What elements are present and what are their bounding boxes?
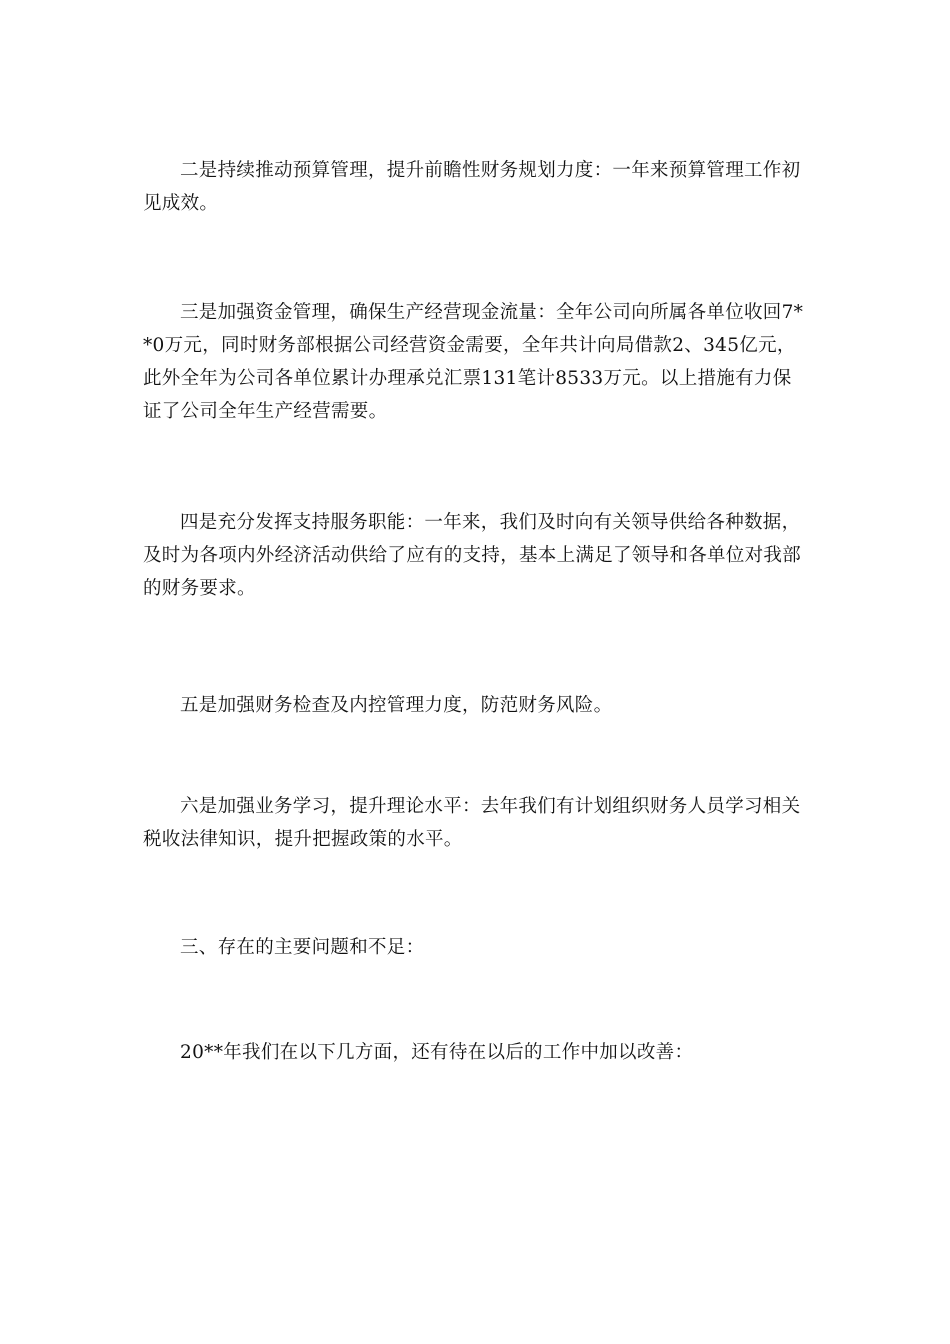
paragraph-fund-management: 三是加强资金管理，确保生产经营现金流量：全年公司向所属各单位收回7**0万元，同时财务部根据公司经营资金需要，全年共计向局借款2、345亿元，此外全年为公司各单位累计办理承兑汇票131笔计8533万元。以上措施有力保证了公司全年生产经营需要。 — [143, 302, 804, 422]
paragraph-financial-inspection: 五是加强财务检查及内控管理力度，防范财务风险。 — [180, 695, 613, 716]
section-heading-problems: 三、存在的主要问题和不足： — [180, 937, 425, 958]
paragraph-improvement-intro: 20**年我们在以下几方面，还有待在以后的工作中加以改善： — [180, 1042, 694, 1063]
paragraph-business-study: 六是加强业务学习，提升理论水平：去年我们有计划组织财务人员学习相关税收法律知识，提升把握政策的水平。 — [143, 796, 801, 850]
paragraph-support-services: 四是充分发挥支持服务职能：一年来，我们及时向有关领导供给各种数据，及时为各项内外经济活动供给了应有的支持，基本上满足了领导和各单位对我部的财务要求。 — [143, 512, 802, 599]
paragraph-budget-management: 二是持续推动预算管理，提升前瞻性财务规划力度：一年来预算管理工作初见成效。 — [143, 160, 801, 214]
